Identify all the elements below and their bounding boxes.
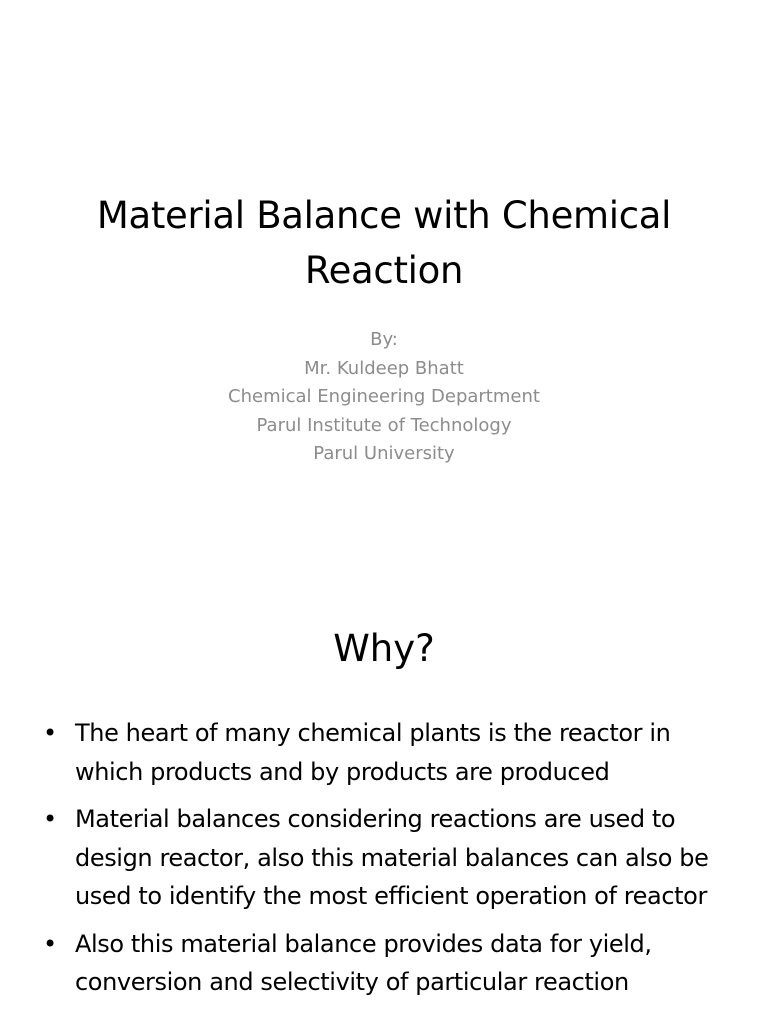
bullet-icon: • — [43, 929, 57, 958]
presentation-title: Material Balance with Chemical Reaction — [96, 194, 672, 292]
bullet-item — [40, 925, 730, 1002]
slide-why — [0, 576, 768, 1024]
bullet-icon: • — [43, 805, 57, 833]
bullet-list — [40, 714, 730, 1011]
subtitle-author: Mr. Kuldeep Bhatt — [304, 357, 464, 379]
bullet-text: Material balances considering reactions are used to design reactor, also this material balances can also be used to identify the most efficient operation of reactor — [75, 805, 709, 910]
bullet-text: The heart of many chemical plants is the reactor in which products and by products are produced — [75, 719, 671, 786]
presentation-subtitle — [40, 326, 728, 469]
bullet-item — [40, 714, 730, 791]
subtitle-department: Chemical Engineering Department — [228, 386, 540, 407]
subtitle-by: By: — [370, 329, 398, 350]
slide-heading: Why? — [333, 627, 435, 670]
subtitle-institute: Parul Institute of Technology — [256, 414, 512, 436]
bullet-icon: • — [43, 719, 57, 747]
bullet-text: Also this material balance provides data for yield, conversion and selectivity of particular reaction — [75, 929, 652, 996]
bullet-item — [40, 800, 730, 916]
subtitle-university: Parul University — [313, 443, 455, 464]
